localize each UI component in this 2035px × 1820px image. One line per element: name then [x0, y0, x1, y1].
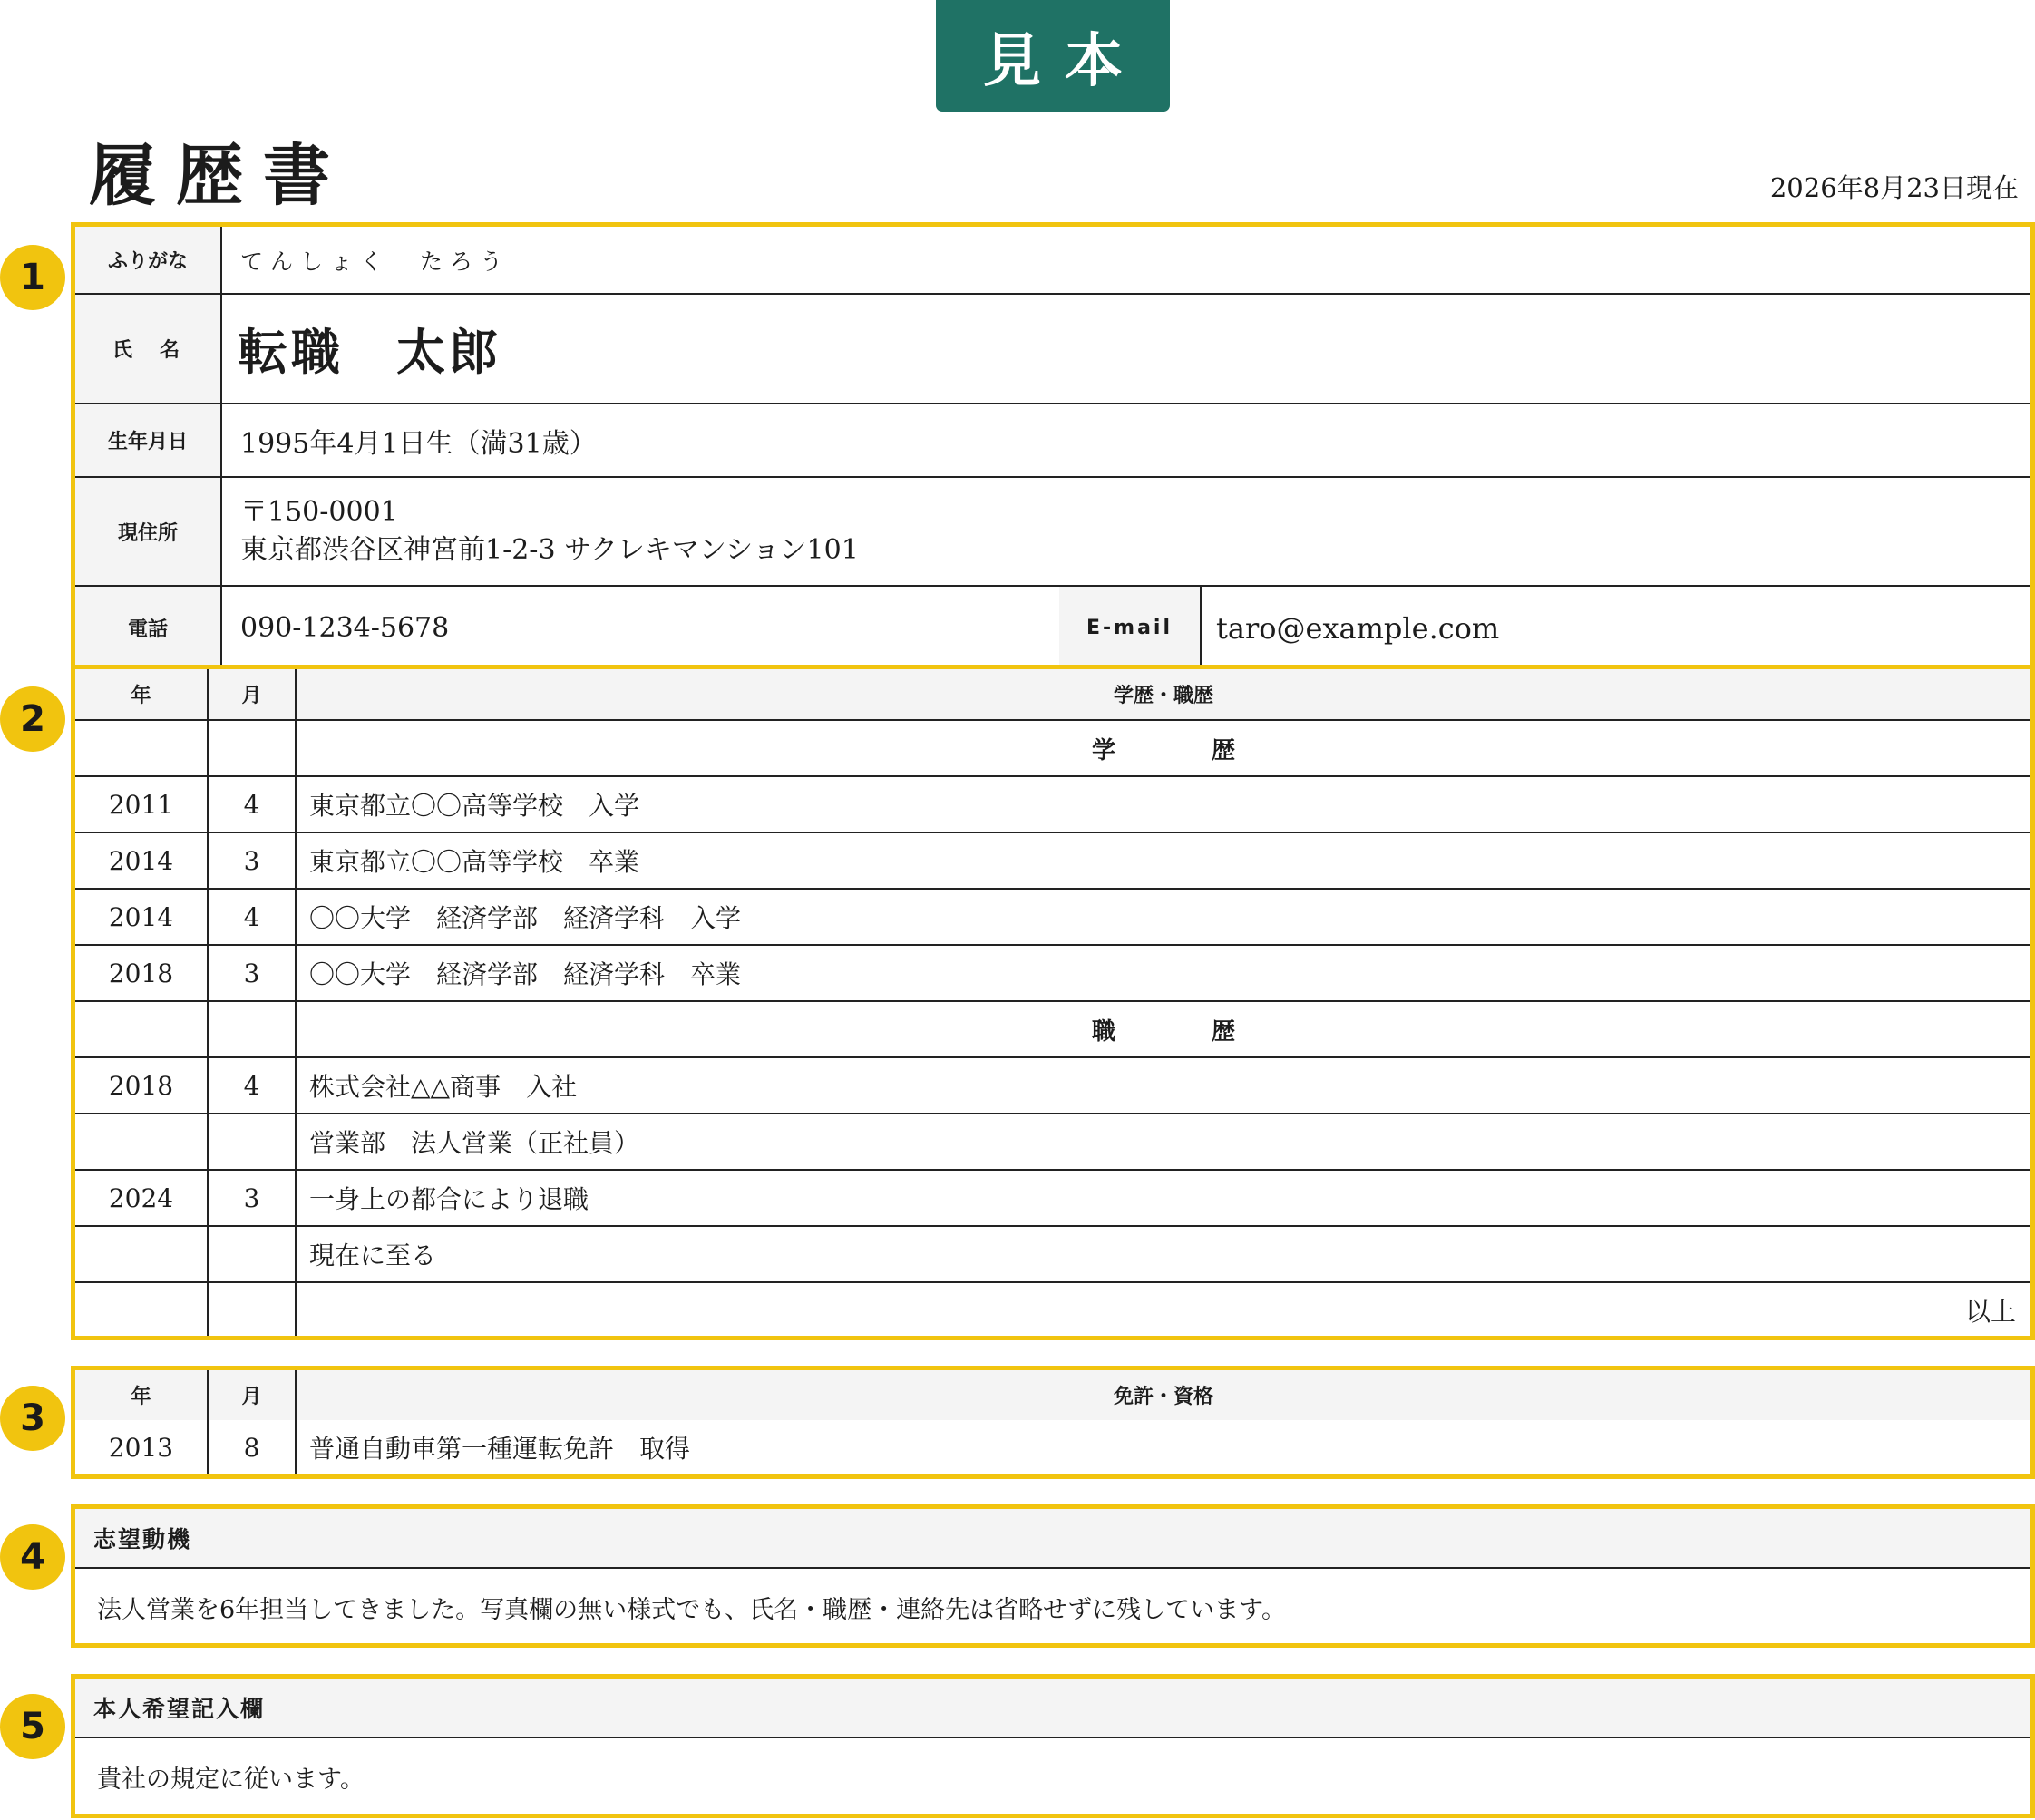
history-year [75, 1227, 207, 1281]
requests-label: 本人希望記入欄 [75, 1679, 2030, 1738]
history-text: 一身上の都合により退職 [309, 1184, 589, 1214]
address-text: 東京都渋谷区神宮前1-2-3 サクレキマンション101 [240, 534, 859, 566]
history-row [75, 1281, 2030, 1338]
history-row [75, 775, 2030, 832]
license-month: 8 [243, 1432, 260, 1463]
name-row [75, 295, 2030, 404]
licenses-col-year: 年 [131, 1386, 151, 1408]
requests-text: 貴社の規定に従います。 [97, 1766, 365, 1794]
motivation-label: 志望動機 [75, 1509, 2030, 1569]
section-marker-1: 1 [0, 245, 65, 310]
history-text: 株式会社△△商事 入社 [309, 1072, 578, 1102]
history-text: 東京都立〇〇高等学校 入学 [309, 791, 640, 821]
history-text: 〇〇大学 経済学部 経済学科 卒業 [309, 959, 742, 989]
history-row [75, 832, 2030, 888]
phone-value: 090-1234-5678 [240, 612, 450, 644]
history-col-content: 学歴・職歴 [1113, 685, 1213, 707]
contact-row [75, 587, 2030, 669]
section-marker-5: 5 [0, 1694, 65, 1759]
address-row [75, 478, 2030, 587]
history-month: 3 [243, 845, 260, 876]
history-col-year: 年 [131, 685, 151, 707]
document-title: 履歴書 [89, 137, 350, 215]
history-header [75, 669, 2030, 719]
history-row [75, 1113, 2030, 1169]
name-value: 転職 太郎 [239, 323, 501, 381]
history-month [209, 1283, 295, 1338]
sample-badge: 見本 [936, 0, 1170, 112]
history-row [75, 1056, 2030, 1113]
phone-label: 電話 [75, 587, 220, 669]
history-month: 4 [243, 789, 260, 820]
section-marker-2: 2 [0, 686, 65, 752]
history-text: 現在に至る [309, 1241, 437, 1270]
history-year: 2014 [108, 901, 174, 932]
motivation-text: 法人営業を6年担当してきました。写真欄の無い様式でも、氏名・職歴・連絡先は省略せずに残しています。 [97, 1595, 1287, 1624]
license-year: 2013 [108, 1432, 174, 1463]
history-row [75, 888, 2030, 944]
licenses-section [71, 1366, 2035, 1479]
history-year [75, 1002, 207, 1056]
licenses-header [75, 1370, 2030, 1420]
history-year [75, 721, 207, 775]
name-label: 氏 名 [75, 295, 220, 403]
licenses-col-content: 免許・資格 [1113, 1386, 1213, 1408]
history-year: 2024 [108, 1183, 174, 1213]
history-year: 2018 [108, 958, 174, 988]
section-marker-4: 4 [0, 1524, 65, 1590]
email-label: E-mail [1059, 587, 1200, 669]
history-section [71, 665, 2035, 1340]
section-marker-3: 3 [0, 1386, 65, 1451]
history-month [209, 1227, 295, 1281]
history-month [209, 1114, 295, 1169]
history-section-heading: 職 歴 [1091, 1017, 1271, 1046]
email-value: taro@example.com [1216, 610, 1500, 646]
history-year [75, 1283, 207, 1338]
personal-info-section [71, 222, 2035, 669]
history-year: 2018 [108, 1070, 174, 1101]
history-month: 4 [243, 1070, 260, 1101]
history-row [75, 1000, 2030, 1056]
history-row [75, 944, 2030, 1000]
document-date: 2026年8月23日現在 [1769, 172, 2019, 203]
furigana-row [75, 227, 2030, 295]
history-month [209, 721, 295, 775]
history-section-heading: 学 歴 [1091, 736, 1271, 764]
history-row [75, 719, 2030, 775]
history-text: 東京都立〇〇高等学校 卒業 [309, 847, 640, 877]
license-text: 普通自動車第一種運転免許 取得 [309, 1434, 691, 1464]
motivation-section [71, 1504, 2035, 1648]
birth-label: 生年月日 [75, 404, 220, 476]
requests-section [71, 1674, 2035, 1818]
history-col-month: 月 [241, 685, 262, 707]
history-end-mark: 以上 [1964, 1297, 2016, 1327]
history-month: 3 [243, 958, 260, 988]
address-label: 現住所 [75, 478, 220, 585]
birth-value: 1995年4月1日生（満31歳） [240, 427, 597, 460]
license-row [75, 1420, 2030, 1474]
history-text: 〇〇大学 経済学部 経済学科 入学 [309, 903, 742, 933]
history-month: 3 [243, 1183, 260, 1213]
history-text: 営業部 法人営業（正社員） [309, 1128, 640, 1158]
history-row [75, 1169, 2030, 1225]
history-month [209, 1002, 295, 1056]
history-row [75, 1225, 2030, 1281]
birth-row [75, 404, 2030, 478]
furigana-label: ふりがな [75, 227, 220, 293]
history-year: 2014 [108, 845, 174, 876]
history-year: 2011 [108, 789, 174, 820]
address-value [240, 478, 859, 585]
history-year [75, 1114, 207, 1169]
furigana-value: てんしょく たろう [240, 248, 511, 275]
postal-code: 〒150-0001 [240, 496, 398, 528]
licenses-col-month: 月 [241, 1386, 262, 1408]
history-month: 4 [243, 901, 260, 932]
